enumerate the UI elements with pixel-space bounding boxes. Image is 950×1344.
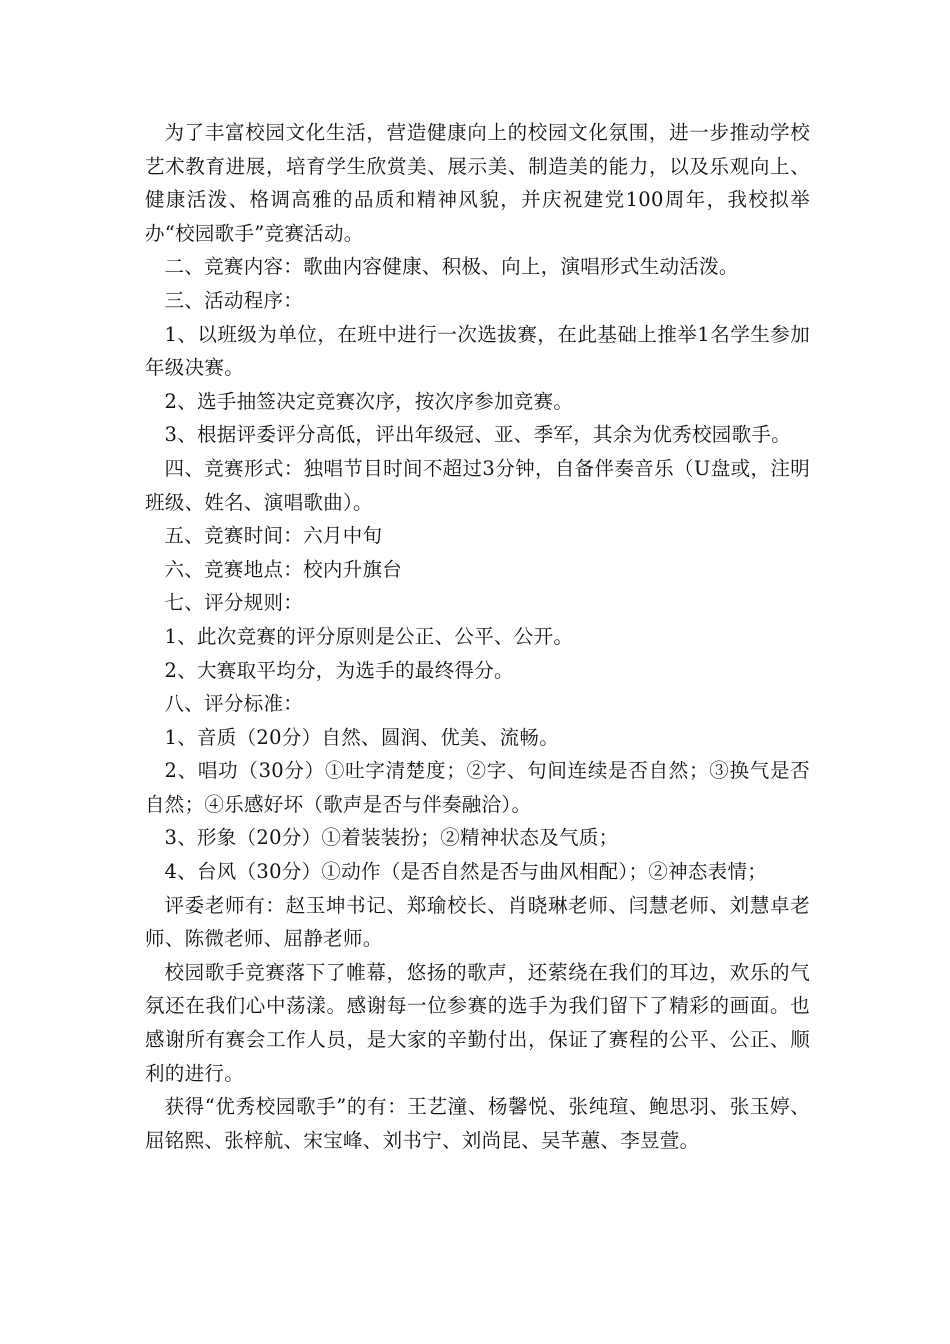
- criteria-item-2: 2、唱功（30分）①吐字清楚度；②字、句间连续是否自然；③换气是否自然；④乐感好坏（歌声是否与伴奏融洽）。: [145, 759, 810, 816]
- document-body: [145, 116, 810, 1157]
- criteria-item-4: 4、台风（30分）①动作（是否自然是否与曲风相配）；②神态表情；: [164, 860, 768, 884]
- criteria-item-3: 3、形象（20分）①着装装扮；②精神状态及气质；: [164, 826, 619, 850]
- section-content: 二、竞赛内容：歌曲内容健康、积极、向上，演唱形式生动活泼。: [164, 255, 739, 279]
- intro-paragraph: 为了丰富校园文化生活，营造健康向上的校园文化氛围，进一步推动学校艺术教育进展，培育学生欣赏美、展示美、制造美的能力，以及乐观向上、健康活泼、格调高雅的品质和精神风貌，并庆祝建党100周年，我校拟举办“校园歌手”竞赛活动。: [145, 121, 810, 245]
- section-format: 四、竞赛形式：独唱节目时间不超过3分钟，自备伴奏音乐（U盘或，注明班级、姓名、演唱歌曲）。: [145, 456, 810, 514]
- section-procedure-heading: 三、活动程序：: [164, 288, 304, 312]
- scoring-rule-2: 2、大赛取平均分，为选手的最终得分。: [164, 658, 514, 682]
- criteria-item-1: 1、音质（20分）自然、圆润、优美、流畅。: [164, 725, 560, 749]
- procedure-item-2: 2、选手抽签决定竞赛次序，按次序参加竞赛。: [164, 389, 574, 413]
- closing-paragraph: 校园歌手竞赛落下了帷幕，悠扬的歌声，还萦绕在我们的耳边，欢乐的气氛还在我们心中荡漾。感谢每一位参赛的选手为我们留下了精彩的画面。也感谢所有赛会工作人员，是大家的辛勤付出，保证了赛程的公平、公正、顺利的进行。: [145, 960, 810, 1085]
- winners-paragraph: 获得“优秀校园歌手”的有：王艺潼、杨馨悦、张纯瑄、鲍思羽、张玉婷、屈铭熙、张梓航、宋宝峰、刘书宁、刘尚昆、吴芊蕙、李昱萱。: [145, 1095, 810, 1152]
- section-location: 六、竞赛地点：校内升旗台: [164, 557, 403, 581]
- scoring-rule-1: 1、此次竞赛的评分原则是公正、公平、公开。: [164, 624, 574, 648]
- judges-paragraph: 评委老师有：赵玉坤书记、郑瑜校长、肖晓琳老师、闫慧老师、刘慧卓老师、陈微老师、屈静老师。: [145, 893, 810, 951]
- section-time: 五、竞赛时间：六月中旬: [164, 524, 383, 548]
- procedure-item-1: 1、以班级为单位，在班中进行一次选拔赛，在此基础上推举1名学生参加年级决赛。: [145, 322, 810, 380]
- section-scoring-criteria-heading: 八、评分标准：: [164, 692, 304, 716]
- procedure-item-3: 3、根据评委评分高低，评出年级冠、亚、季军，其余为优秀校园歌手。: [164, 423, 792, 447]
- section-scoring-rules-heading: 七、评分规则：: [164, 591, 304, 615]
